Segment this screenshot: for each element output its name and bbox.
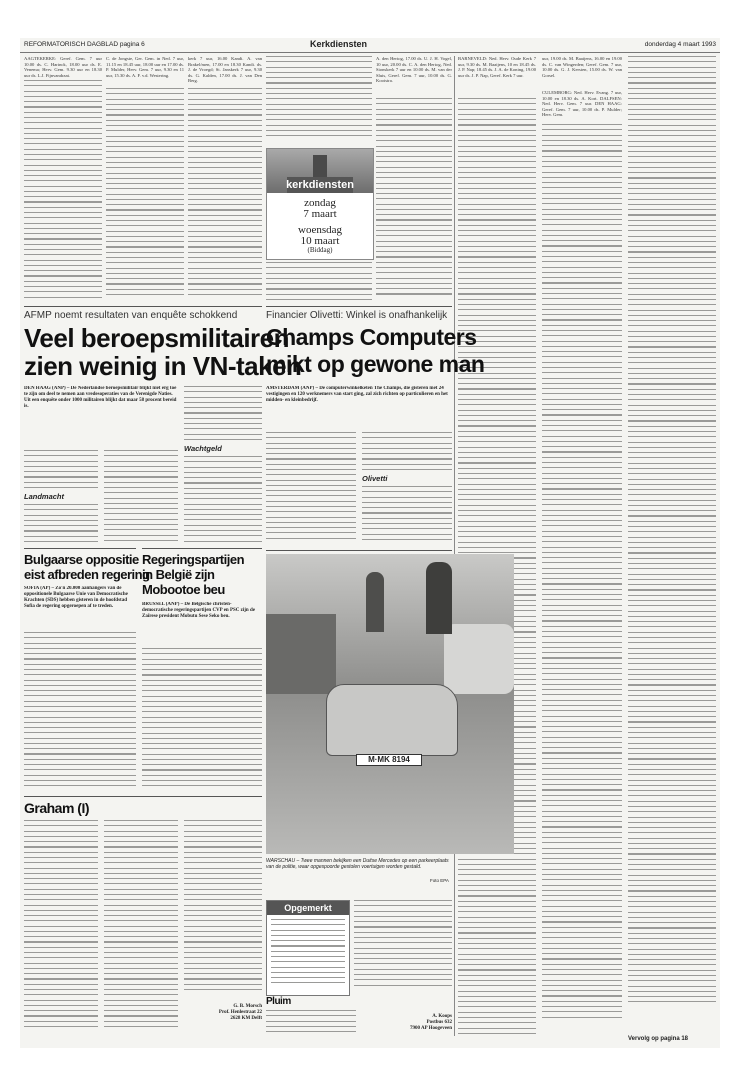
article1-headline-line1: Veel beroepsmilitairen: [24, 323, 290, 353]
letter-city: 2628 KM Delft: [230, 1016, 262, 1021]
pluim-headline: Pluim: [266, 996, 291, 1007]
paper-name: REFORMATORISCH DAGBLAD pagina 6: [24, 41, 145, 48]
listing-column-7-more: [542, 90, 622, 120]
opgemerkt-text: [271, 919, 345, 991]
article2-kicker: Financier Olivetti: Winkel is onafhankelijk: [266, 310, 448, 321]
article3-headline-line2: eist afbreden regering: [24, 567, 150, 582]
opgemerkt-side-text: [354, 900, 452, 990]
article1-col3-text: [184, 386, 262, 442]
article-rule: [266, 306, 452, 307]
listing-column-5: [376, 56, 452, 96]
article-rule: [24, 306, 262, 307]
listing-column-4-bottom: [266, 262, 372, 302]
pluim-city: 7900 AP Hoogeveen: [410, 1026, 452, 1031]
article1-kicker: AFMP noemt resultaten van enquête schokkend: [24, 310, 238, 321]
newspaper-page: [20, 38, 720, 1048]
listing-column-1-continued: [24, 80, 102, 302]
photo-credit: Foto EPA: [430, 878, 449, 883]
article3-body: [24, 632, 136, 792]
article4-headline-line3: Mobootoe beu: [142, 582, 225, 597]
letter-address: Prof. Henlestraat 22: [218, 1010, 262, 1015]
letter-signature: [184, 1004, 262, 1022]
banner-date-1: 7 maart: [303, 208, 337, 220]
article4-body: [142, 648, 262, 792]
article1-lead: DEN HAAG (ANP) – De Nederlandse beroepsmilitair blijkt niet erg toe te zijn om deel te nemen aan vredesoperaties van de Verenigde Naties. Uit een enquête onder 1000 militairen blijkt dat maar 58 procent bereid is.: [24, 386, 177, 409]
banner-title: kerkdiensten: [286, 179, 354, 191]
article1-col1-text: [24, 450, 98, 492]
publication-date: donderdag 4 maart 1993: [644, 41, 716, 48]
article-rule: [24, 548, 136, 549]
letter-author: G. B. Morsch: [233, 1004, 262, 1009]
listing-text: C. de Jongste, Ger. Gem. in Ned. 7 uur, 11.15 en 18.45 uur, 18.00 uur en 17.00 ds. P. Mulder, Herv. Gem. 7 uur, 9.30 en 11 uur, 15.30 ds. A. F. v.d. Westering.: [106, 56, 184, 78]
listing-column-7: [542, 56, 622, 86]
pluim-author: A. Koops: [432, 1014, 452, 1019]
article2-col2-text: [362, 432, 452, 472]
page-header: [20, 38, 720, 53]
pluim-signature: [362, 1014, 452, 1032]
article2-col1-text: [266, 432, 356, 544]
article2-headline-line2: mikt op gewone man: [266, 351, 485, 377]
article1-headline-line2: zien weinig in VN-taken: [24, 351, 302, 381]
banner-date-2: 10 maart: [300, 235, 340, 247]
article1-subhead-1: Landmacht: [24, 492, 65, 501]
banner-day-2: woensdag: [298, 224, 342, 236]
article1-col3-text-2: [184, 456, 262, 544]
article3-lead: SOFIA (AP) – Zo'n 20.000 aanhangers van de oppositionele Bulgaarse Unie van Democratische Krachten (SDS) hebben gisteren in de hoofdstad Sofia de regering opgeroepen af te treden.: [24, 586, 128, 609]
listing-column-5-continued: [376, 98, 452, 302]
opgemerkt-box: [266, 900, 350, 996]
listing-column-3: [188, 56, 262, 86]
photo-caption: WARSCHAU – Twee mannen bekijken een Duitse Mercedes op een parkeerplaats van de politie, waar opgespoorde gestolen voertuigen worden gestald.: [266, 858, 449, 870]
article4-lead: BRUSSEL (ANP) – De Belgische christen-democratische regeringspartijen CVP en PSC zijn de Zaïrese president Mobutu Sese Seko beu.: [142, 602, 255, 619]
article1-subhead-2: Wachtgeld: [184, 444, 222, 453]
article1-col1-text-2: [24, 504, 98, 544]
letter-col2: [104, 820, 178, 1038]
opgemerkt-title: Opgemerkt: [267, 901, 349, 915]
letter-col3: [184, 820, 262, 1000]
article2-subhead: Olivetti: [362, 474, 388, 483]
listing-text: uur, 19.00 ds. M. Baaijens, 16.00 en 19.00 ds. C. van Wingerden; Geref. Gem. 7 uur, 10.00 ds. G. J. Kersten, 15.00 ds. W. van Gorsel.: [542, 56, 622, 78]
banner-day-1: zondag: [304, 197, 336, 209]
column-divider: [454, 56, 455, 1036]
listing-column-2: [106, 56, 184, 86]
letter-headline: Graham (I): [24, 800, 90, 816]
article2-col2-text-2: [362, 486, 452, 544]
listing-column-8: [628, 56, 716, 1034]
listing-column-4-top: [266, 56, 372, 144]
listing-column-2-continued: [106, 88, 184, 302]
article4-headline-line1: Regeringspartijen: [142, 552, 245, 567]
license-plate: M·MK 8194: [356, 754, 422, 766]
listing-column-6: [458, 56, 536, 96]
listing-text: kerk 7 uur, 16.00 Kandi. A. van Brakel/men, 17.00 en 18.30 Kandi. ds. J. de Vroegd; St. Janskerk 7 uur, 9.30 ds. G. Kalden, 17.00 ds. J. van Den Berg.: [188, 56, 262, 84]
listing-text: BARNEVELD: Ned. Herv. Oude Kerk 7 uur, 9.30 ds. M. Baaijens, 10 en 18.45 ds. J. P. Nap; 18.45 ds. J. A. de Koning, 19.00 uur ds. J. P. Nap, Geref. Kerk 7 uur.: [458, 56, 536, 78]
section-title: Kerkdiensten: [310, 39, 368, 49]
listing-text: AAGTEKERKE: Geref. Gem. 7 uur 10.00 ds. C. Harinck, 18.00 uur ds. E. Venema; Herv. Gem. 9.30 uur en 18.30 uur ds. L.J. Fijnvandraat.: [24, 56, 102, 78]
article-rule: [142, 548, 262, 549]
banner-note: (Biddag): [307, 246, 333, 254]
article3-headline-line1: Bulgaarse oppositie: [24, 552, 139, 567]
article-rule: [24, 796, 262, 797]
news-photo: [266, 554, 514, 854]
article4-headline-line2: in België zijn: [142, 567, 215, 582]
listing-column-3-continued: [188, 88, 262, 302]
listing-text: CULEMBORG: Ned. Herv. Evang. 7 uur, 10.00 en 18.30 ds. A. Kort. DALFSEN: Ned. Herv. Gem. 7 uur. DEN HAAG: Geref. Gem. 7 uur, 10.00 ds. P. Mulder; Herv. Gem.: [542, 90, 622, 118]
listing-text: A. den Hertog, 17.00 ds. U. J. H. Vogel, 10 uur, 20.00 ds. C. A. den Hertog, Ned. Sionskerk 7 uur en 10.00 ds. M. van der Sluis, Geref. Gem. 7 uur, 10.00 ds. G. Kooistra.: [376, 56, 452, 84]
listing-column-7-continued: [542, 124, 622, 1034]
article1-col2-text: [104, 450, 178, 544]
kerkdiensten-banner: [266, 148, 374, 260]
pluim-text: [266, 1010, 356, 1038]
continued-note: Vervolg op pagina 18: [628, 1036, 689, 1042]
article-rule: [266, 550, 452, 551]
letter-col1: [24, 820, 98, 1038]
article2-headline-line1: Champs Computers: [266, 324, 477, 350]
pluim-address: Postbus 632: [426, 1020, 452, 1025]
article2-lead: AMSTERDAM (ANP) – De computerwinkelketen The Champs, die gisteren met 24 vestigingen en 120 werknemers van start ging, zal zich richten op particulieren en het midden- en kleinbedrijf.: [266, 386, 448, 403]
